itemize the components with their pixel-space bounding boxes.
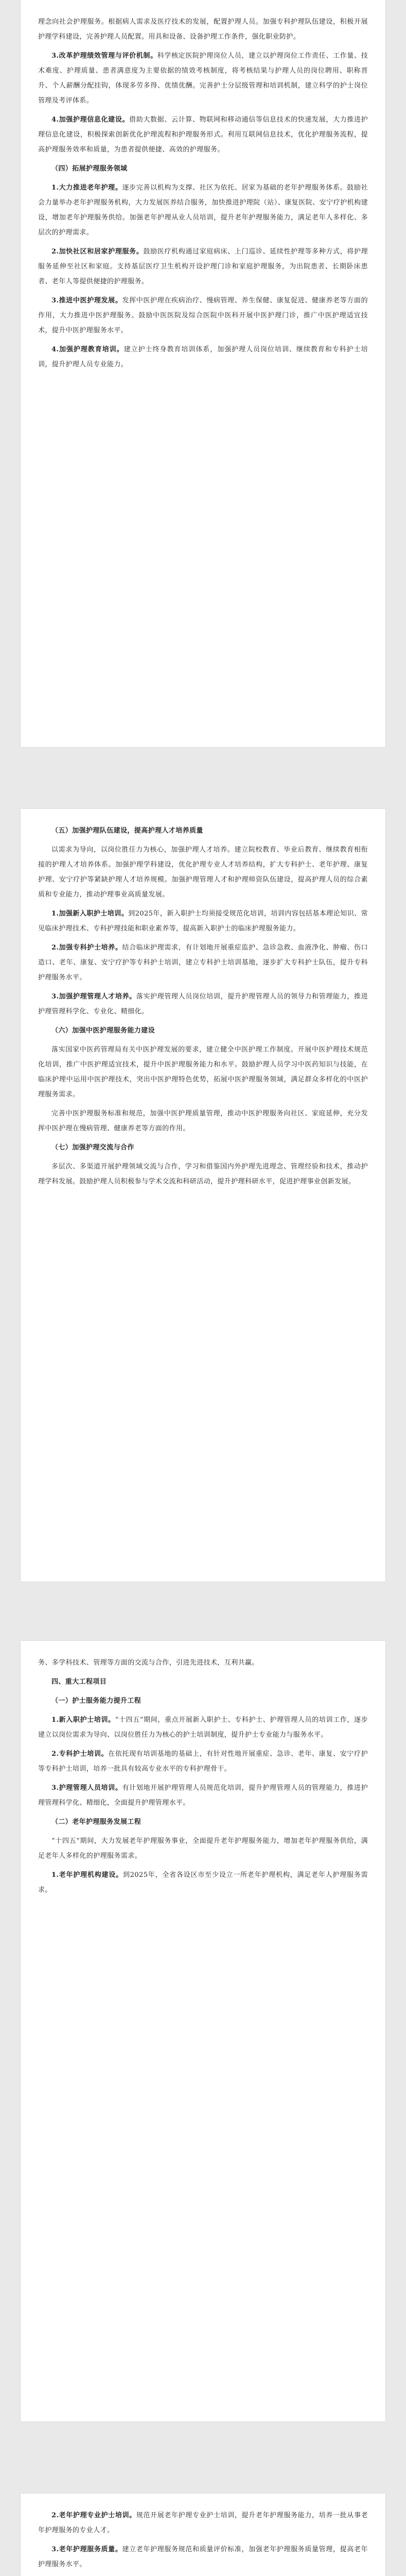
body-paragraph [38, 1747, 368, 1776]
paragraph-text: 结合临床护理需求，有计划地开展重症监护、急诊急救、血液净化、肿瘤、伤口造口、老年、康复、安宁疗护等专科护士培训，建立专科护士培训基地，逐步扩大专科护士队伍，提升专科护理服务水平。 [38, 944, 368, 981]
section-heading [38, 161, 368, 176]
body-paragraph [38, 180, 368, 240]
paragraph-text: 发挥中医护理在疾病治疗、慢病管理、养生保健、康复促进、健康养老等方面的作用，大力推进中医护理服务。鼓励中医医院及综合医院中医科开展中医护理门诊，推广中医护理适宜技术，提升中医护理服务水平。 [38, 297, 368, 334]
paragraph-text: 规范开展老年护理专业护士培训，提升老年护理服务能力，培养一批从事老年护理服务的专业人才。 [38, 2512, 368, 2534]
section-heading [38, 823, 368, 838]
body-paragraph [38, 906, 368, 936]
paragraph-lead: 1.加强新入职护士培训。 [51, 910, 129, 918]
paragraph-text: 到2025年，新入职护士均须接受规范化培训，培训内容包括基本理论知识、常见临床护理技术、专科护理技能和职业素养等，提高新入职护士的临床护理服务能力。 [38, 910, 368, 933]
paragraph-lead: 2.加快社区和居家护理服务。 [51, 248, 144, 256]
paragraph-text: 完善中医护理服务标准和规范，加强中医护理质量管理，推动中医护理服务向社区、家庭延伸，充分发挥中医护理在慢病管理、健康养老等方面的作用。 [38, 1110, 368, 1132]
body-paragraph [38, 48, 368, 108]
paragraph-lead: 3.护理管理人员培训。 [51, 1784, 122, 1792]
section-heading [38, 1023, 368, 1038]
section-heading [38, 1693, 368, 1708]
paragraph-lead: 2.老年护理专业护士培训。 [51, 2512, 136, 2519]
body-paragraph [38, 1159, 368, 1189]
paragraph-text: 理念向社会护理服务。根据病人需求及医疗技术的发展，配置护理人员。加强专科护理队伍建设，积极开展护理学科建设，完善护理人员配置。用具和设备、设备护理工作条件，强化职业防护。 [38, 18, 368, 41]
paragraph-text: 务、多学科技术、管理等方面的交流与合作，引进先进技术，互利共赢。 [38, 1659, 259, 1667]
paragraph-lead: 3.推进中医护理发展。 [51, 297, 122, 304]
section-heading [38, 1140, 368, 1155]
paragraph-lead: 1.老年护理机构建设。 [51, 1871, 123, 1879]
paragraph-text: 科学核定医院护理岗位人员，建立以护理岗位工作责任、工作量、技术难度、护理质量、患者满意度为主要依据的绩效考核制度，将考核结果与护理人员的岗位聘用、职称晋升、个人薪酬分配挂钩，体现多劳多得、优绩优酬。完善护士分层级管理和培训机制，建立科学的护士岗位管理及考评体系。 [38, 52, 368, 105]
paragraph-lead: 3.改革护理绩效管理与评价机制。 [51, 52, 157, 60]
paragraph-lead: 1.新入职护士培训。 [51, 1716, 115, 1724]
paragraph-text: （一）护士服务能力提升工程 [51, 1697, 142, 1705]
paragraph-text: （七）加强护理交流与合作 [51, 1144, 134, 1151]
paragraph-text: 四、重大工程项目 [51, 1678, 107, 1686]
paragraph-text: （六）加强中医护理服务能力建设 [51, 1027, 155, 1035]
document-page-2 [21, 809, 385, 1582]
paragraph-lead: 1.大力推进老年护理。 [51, 184, 122, 192]
body-paragraph [38, 1834, 368, 1863]
document-page-4 [21, 2494, 385, 2576]
paragraph-text: 有计划地开展护理管理人员规范化培训，提升护理管理人员的管理能力，推进护理管理科学化、精细化，全面提升护理管理水平。 [38, 1784, 368, 1807]
document-page-3 [21, 1641, 385, 2421]
paragraph-lead: 3.加强护理管理人才培养。 [51, 993, 136, 1001]
body-paragraph [38, 1868, 368, 1897]
paragraph-text: 落实护理管理人员岗位培训，提升护理管理人员的领导力和管理能力，推进护理管理科学化、专业化、精细化。 [38, 993, 368, 1015]
body-paragraph [38, 2508, 368, 2538]
body-paragraph [38, 940, 368, 985]
body-paragraph [38, 989, 368, 1019]
section-heading [38, 1674, 368, 1689]
paragraph-text: 逐步完善以机构为支撑、社区为依托、居家为基础的老年护理服务体系。鼓励社会力量举办老年护理服务机构，大力发展医养结合服务，加快推进护理院（站）、康复医院、安宁疗护机构建设，增加老年护理服务供给。加强老年护理从业人员培训，提升老年护理服务能力，满足老年人多样化、多层次的护理需求。 [38, 184, 368, 236]
paragraph-text: 落实国家中医药管理局有关中医护理发展的要求，建立健全中医护理工作制度。开展中医护理技术规范化培训，推广中医护理适宜技术，提升中医护理服务能力和水平。鼓励护理人员学习中医药知识与技能，在临床护理中运用中医护理技术，突出中医护理特色优势，拓展中医护理服务领域，满足群众多样化的中医护理服务需求。 [38, 1046, 368, 1098]
paragraph-text: 建立护士终身教育培训体系，加强护理人员岗位培训、继续教育和专科护士培训，提升护理人员专业能力。 [38, 346, 368, 368]
body-paragraph [38, 1655, 368, 1670]
paragraph-text: 鼓励医疗机构通过家庭病床、上门巡诊、延续性护理等多种方式，将护理服务延伸至社区和家庭。支持基层医疗卫生机构开设护理门诊和家庭护理服务，为出院患者、长期卧床患者、老年人等提供便捷的护理服务。 [38, 248, 368, 285]
body-paragraph [38, 1106, 368, 1136]
body-paragraph [38, 14, 368, 44]
paragraph-text: 以需求为导向，以岗位胜任力为核心，加强护理人才培养。建立院校教育、毕业后教育、继续教育相衔接的护理人才培养体系。加强护理学科建设，优化护理专业人才培养结构，扩大专科护士、老年护理、康复护理、安宁疗护等紧缺护理人才培养规模。加强护理管理人才和护理师资队伍建设，提高护理人员的综合素质和专业能力，推动护理事业高质量发展。 [38, 846, 368, 899]
body-paragraph [38, 1713, 368, 1742]
paragraph-lead: 2.加强专科护士培养。 [51, 944, 122, 952]
paragraph-text: 借助大数据、云计算、物联网和移动通信等信息技术的快速发展，大力推进护理信息化建设，积极探索创新优化护理流程和护理服务形式。利用互联网信息技术，优化护理服务流程，提高护理服务效率和质量，为患者提供便捷、高效的护理服务。 [38, 116, 368, 154]
paragraph-text: 到2025年，全省各设区市至少设立一所老年护理机构，满足老年人护理服务需求。 [38, 1871, 368, 1894]
paragraph-text: 在依托现有培训基地的基础上，有针对性地开展重症、急诊、老年、康复、安宁疗护等专科护士培训，培养一批具有较高专业水平的专科护理骨干。 [38, 1750, 368, 1773]
body-paragraph [38, 293, 368, 338]
paragraph-text: 建立老年护理服务规范和质量评价标准，加强老年护理服务质量管理，提高老年护理服务水平。 [38, 2546, 368, 2568]
body-paragraph [38, 244, 368, 289]
body-paragraph [38, 842, 368, 902]
paragraph-lead: 3.老年护理服务质量。 [51, 2546, 122, 2553]
body-paragraph [38, 1042, 368, 1102]
paragraph-lead: 4.加强护理信息化建设。 [51, 116, 130, 124]
paragraph-lead: 4.加强护理教育培训。 [51, 346, 124, 353]
paragraph-text: （四）拓展护理服务领域 [51, 165, 128, 173]
body-paragraph [38, 2542, 368, 2572]
document-page-1 [21, 0, 385, 747]
paragraph-text: （五）加强护理队伍建设，提高护理人才培养质量 [51, 827, 203, 835]
body-paragraph [38, 112, 368, 157]
paragraph-text: 多层次、多渠道开展护理领域交流与合作，学习和借鉴国内外护理先进理念、管理经验和技术，推动护理学科发展。鼓励护理人员积极参与学术交流和科研活动，提升护理科研水平，促进护理事业创新发展。 [38, 1163, 368, 1185]
paragraph-text: “十四五”期间，大力发展老年护理服务事业，全面提升老年护理服务能力，增加老年护理服务供给，满足老年人多样化的护理服务需求。 [38, 1837, 368, 1860]
body-paragraph [38, 342, 368, 372]
paragraph-lead: 2.专科护士培训。 [51, 1750, 109, 1758]
body-paragraph [38, 1781, 368, 1810]
paragraph-text: “十四五”期间，重点开展新入职护士、专科护士、护理管理人员的培训工作，逐步建立以岗位需求为导向、以岗位胜任力为核心的护士培训制度，提升护士专业能力与服务水平。 [38, 1716, 368, 1739]
section-heading [38, 1815, 368, 1829]
paragraph-text: （二）老年护理服务发展工程 [51, 1818, 142, 1826]
